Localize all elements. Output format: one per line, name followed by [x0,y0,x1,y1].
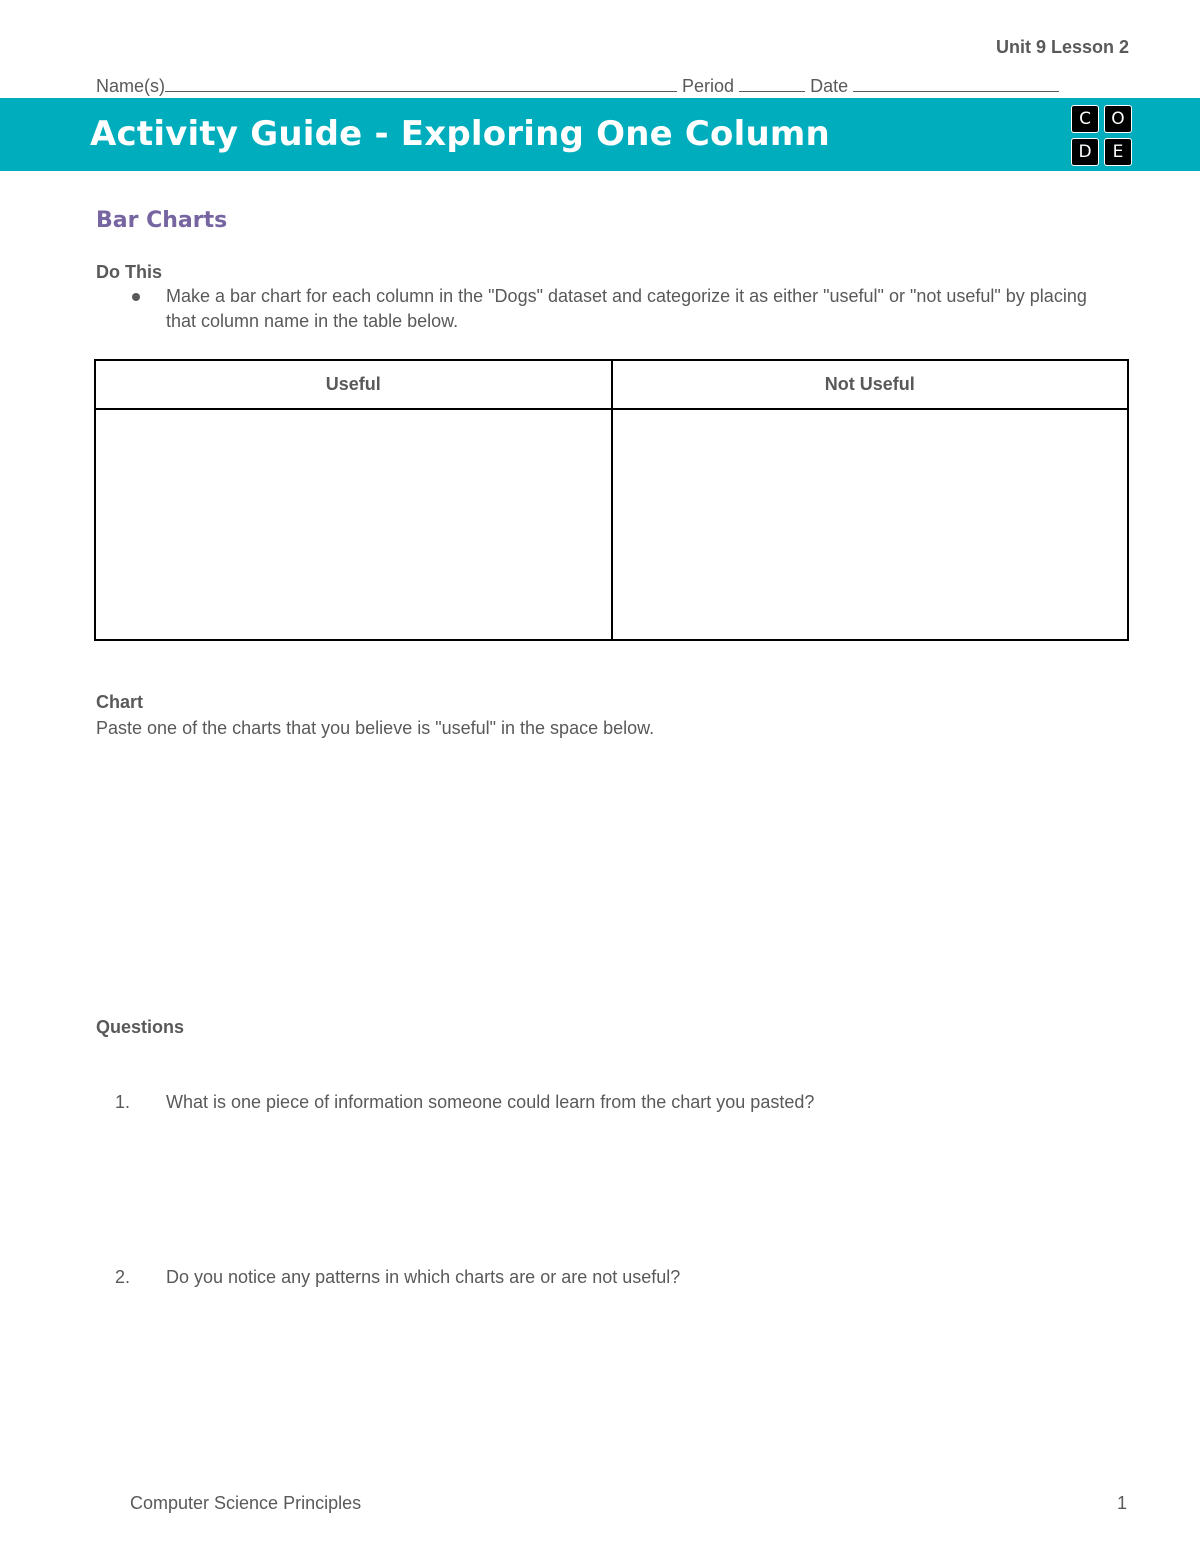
period-label: Period [682,76,735,96]
logo-letter-e: E [1104,138,1132,166]
answer-area-1[interactable] [166,1125,1126,1245]
chart-instruction: Paste one of the charts that you believe is "useful" in the space below. [96,718,655,738]
logo-letter-o: O [1104,105,1132,133]
title-banner [0,98,1200,171]
unit-lesson-label: Unit 9 Lesson 2 [995,37,1129,57]
footer-course-name: Computer Science Principles [130,1493,362,1513]
question-number: 2. [114,1267,130,1287]
do-this-instruction: Make a bar chart for each column in the "Dogs" dataset and categorize it as either "useful" or "not useful" by placing that column name in the table below. [166,286,1087,331]
questions-heading: Questions [96,1017,185,1037]
sort-table [94,359,1129,641]
not-useful-column-cell[interactable] [612,409,1129,640]
student-info-line [96,73,1059,97]
footer-page-number: 1 [1117,1493,1128,1513]
not-useful-column-header: Not Useful [612,360,1129,409]
question-item [100,1090,814,1115]
date-label: Date [810,76,849,96]
activity-title: Activity Guide - Exploring One Column [90,114,830,154]
question-number: 1. [114,1092,130,1112]
useful-column-cell[interactable] [95,409,612,640]
name-blank[interactable] [165,73,677,92]
question-item [100,1265,680,1290]
chart-paste-area[interactable] [96,750,1129,1000]
code-logo [1069,103,1135,169]
logo-letter-c: C [1071,105,1099,133]
do-this-heading: Do This [96,262,162,282]
answer-area-2[interactable] [166,1300,1126,1470]
date-blank[interactable] [853,73,1059,92]
question-text: What is one piece of information someone could learn from the chart you pasted? [166,1092,815,1112]
useful-column-header: Useful [95,360,612,409]
chart-heading: Chart [96,692,144,712]
period-blank[interactable] [739,73,805,92]
name-label: Name(s) [96,76,166,96]
logo-letter-d: D [1071,138,1099,166]
question-text: Do you notice any patterns in which charts are or are not useful? [166,1267,681,1287]
bullet-dot-icon [132,293,140,301]
section-title: Bar Charts [96,208,228,233]
